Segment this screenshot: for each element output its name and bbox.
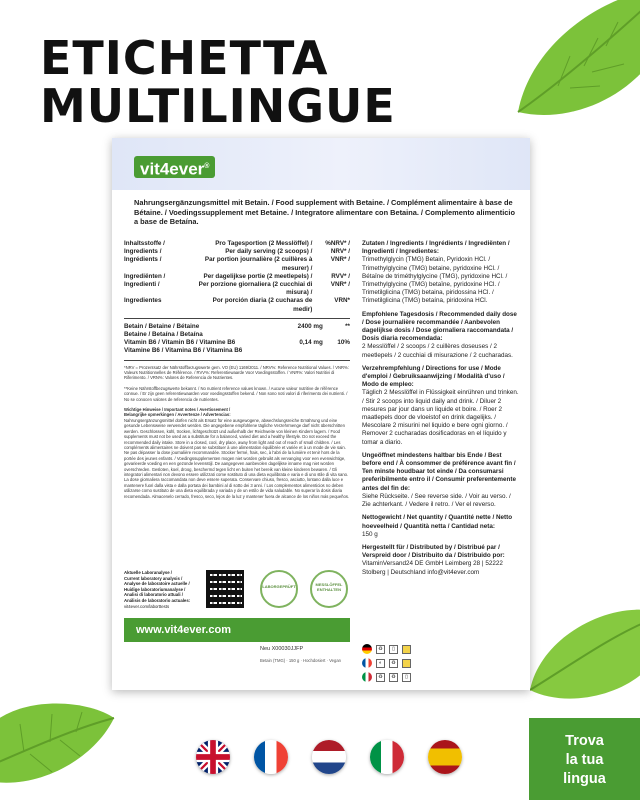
cta-line-2: la tua [565,752,604,768]
nutrition-value-cell: Betaine / Betaína / Betaína [124,331,203,339]
bin-icon: ▯ [389,645,398,654]
nutrition-header-cell: NRV* / [330,248,350,256]
cta-line-3: lingua [563,771,606,787]
lab-url: vit4ever.com/laborttests [124,603,170,609]
nutrition-header-row [124,273,350,281]
net-weight-title: Nettogewicht / Net quantity / Quantité nette / Netto hoeveelheid / Quantità netta / Cantidad neta: [362,514,513,530]
nutrition-value-row [124,323,350,331]
nutrition-header-row [124,240,350,248]
nutrition-header-cell: Per dagelijkse portie (2 meetlepels) / [203,272,313,280]
directions-title: Verzehrempfehlung / Directions for use / Mode d'emploi / Gebruiksaanwijzing / Modalità d'uso / Modo de empleo: [362,364,505,389]
nutrition-header-cell: Ingrediënten / [124,272,166,280]
find-your-language-cta [529,718,640,800]
warnings-title: Wichtige Hinweise / Important notes / Avertissement / [124,407,231,413]
warnings-text: Nahrungsergänzungsmittel dürfen nicht als Ersatz für eine ausgewogene, abwechslungsreiche Ernährung und eine gesunde Lebensweise verwendet werden. Die angegebene empfohlene tägliche Verzehrmenge darf nicht überschritten werden. Geschlossen, kühl, trocken, lichtgeschützt und außerhalb der Reichweite von kleinen Kindern lagern. / Food supplements must not be used as a substitute for a balanced, varied diet and a healthy lifestyle. Do not exceed the recommended daily intake. Store in a closed, cool, dry place, away from light and out of reach of small children. / Les compléments alimentaires ne doivent pas se substituer à une alimentation équilibrée et variée et à un mode de vie sain. Ne pas dépasser la dose journalière recommandée. Stocker fermé, frais, sec, à l'abri de la lumière et tenir hors de la portée des jeunes enfants. / Voedingssupplementen mogen niet worden gebruikt als vervanging voor een evenwichtige, gevarieerde voeding en een gezonde levensstijl. De aangegeven aanbevolen dagelijkse inname mag niet worden overschreden. Gesloten, koel, droog, beschermd tegen licht en buiten het bereik van kleine kinderen bewaren. / Gli integratori alimentari non devono essere utilizzati come sostituto di una dieta equilibrata e varia e di uno stile di vita sano. La dose giornaliera raccomandata non deve essere superata. Conservare chiuso, fresco, asciutto, lontano dalla luce e mantenere fuori dalla vista e dalla portata dei bambini al di sotto dei 3 anni. / Los complementos alimenticios no deben utilizarse como sustituto de una dieta equilibrada y variada y de un estilo de vida saludable. No superar la dosis diaria recomendada. Almacenelo cerrado, fresco, seco, lejos de la luz y mantener fuera de alcance de los niños más pequeños. [124,417,350,499]
nutrition-header-row [124,297,350,313]
website-banner [124,618,350,642]
uk-flag-icon[interactable] [196,740,230,774]
recycle-icon: ♻ [389,673,398,682]
nutrition-header-cell: Ingredientes [124,297,162,305]
nutrition-value-row [124,339,350,347]
recycling-row-de [362,644,432,654]
nutrition-header-cell: Per porzione giornaliera (2 cucchiai di misura) / [198,281,313,297]
nutrition-header-cell: VNR* / [330,256,350,264]
nutrition-header-row [124,281,350,297]
label-right-column [362,240,520,577]
lab-title-line: Aktuelle Laboranalyse / [124,570,173,575]
daily-dose-text: 2 Messlöffel / 2 scoops / 2 cuillères doseuses / 2 meetlepels / 2 cucchiai di misurazione / 2 cucharadas. [362,343,513,359]
warnings-title-2: Belangrijke opmerkingen / Avvertenze / Advertencias: [124,412,231,418]
recycle-icon: ♻ [376,645,385,654]
nutrition-header-cell: VNR* / [330,281,350,289]
nutrition-value-cell: Betain / Betaine / Bétaine [124,322,200,330]
best-before-text: Siehe Rückseite. / See reverse side. / Voir au verso. / Zie achterkant. / Vedere il retro. / Ver el reverso. [362,492,511,509]
brand-logo [134,156,215,178]
ingredients-text: Trimethylglycin (TMG) Betain, Pyridoxin HCl. / Trimethylglycine (TMG) betaine, pyridoxine HCl. / Bétaïne de triméthylglycine (TMG), pyridoxine HCl. / Trimethylglycine (TMG) betaïne, pyridoxine HCl. / Trimetilglicina (TMG) betaina, piridossina HCl. / Trimetilglicina (TMG) betaína, piridoxina HCl. [362,256,508,305]
website-text: www.vit4ever.com [136,624,231,636]
italy-flag-icon [362,672,372,682]
nutrition-header-table [124,240,350,314]
leaf-bottom-left-icon [0,690,120,800]
nutrition-value-cell [323,331,350,339]
distributor-text: VitaminVersand24 DE GmbH Leimberg 28 | 52222 Stolberg | Deutschland info@vit4ever.com [362,560,503,576]
nutrition-value-cell [323,347,350,355]
lab-title-line: Analyse de laboratoire actuelle / [124,581,190,587]
scoop-included-seal-icon [310,570,348,608]
product-label [112,138,530,690]
cta-line-1: Trova [565,733,604,749]
nutrition-value-cell [255,331,323,339]
headline [40,31,396,133]
brand-logo-mark: ® [204,163,210,170]
nutrition-value-cell: Vitamine B6 / Vitamina B6 / Vitamina B6 [124,347,243,355]
label-left-column [124,240,350,499]
recycling-icons [362,644,432,686]
nutrition-header-cell: Inhaltsstoffe / [124,240,165,247]
nutrition-value-cell: Vitamin B6 / Vitamin B6 / Vitamine B6 [124,339,236,347]
italy-flag-icon[interactable] [370,740,404,774]
nutrition-header-row [124,256,350,272]
ingredients-title: Zutaten / Ingredients / Ingrédients / Ingrediënten / Ingredienti / Ingredientes: [362,240,510,256]
qr-code-icon [206,570,244,608]
brand-logo-text: vit4ever [140,159,205,179]
bin-icon: ▯ [402,673,411,682]
language-flags [196,740,462,774]
directions-text: Täglich 2 Messlöffel in Flüssigkeit einrühren und trinken. / Stir 2 scoops into liquid daily and drink. / Diluer 2 mesures par jour dans un liquide et boire. / Roer 2 maatlepels door de vloeistof en drink dagelijks. / Mescolare 2 misurini nel liquido e bere ogni giorno. / Remover 2 cucharadas dosificadoras en el líquido y tomar a diario. [362,389,519,446]
yellow-bin-icon [402,645,411,654]
recycle-icon: ♻ [389,659,398,668]
nutrition-header-cell: VRN* [334,297,350,305]
headline-line-2: MULTILINGUE [40,79,396,133]
seal-2-text: MESSLÖFFEL ENTHALTEN [315,582,343,592]
lab-analysis-info [124,570,214,609]
nutrition-value-row [124,331,350,339]
nutrition-value-cell: ** [345,322,350,330]
ean-code: Neu X00030JJFP [260,646,304,652]
nutrition-header-cell: Par portion journalière (2 cuillères à mesurer) / [204,256,313,272]
divider [124,360,350,361]
lab-title-line: Huidige laboratoriumanalyse / [124,586,186,592]
divider [124,318,350,319]
recycling-row-fr [362,658,432,668]
product-description: Nahrungsergänzungsmittel mit Betain. / Food supplement with Betaine. / Complément alimentaire à base de Bétaine. / Voedingssupplement met Betaine. / Integratore alimentare con Betaina. / Complemento alimenticio a base de Betaína. [134,198,515,227]
nutrition-header-row [124,248,350,256]
nutrition-value-cell: 10% [337,339,350,347]
nutrition-header-cell: %NRV* / [325,240,350,247]
germany-flag-icon [362,644,372,654]
nrv-footnote: *NRV = Prozentsatz der Nährstoffbezugswerte gem. VO (EU) 1169/2011. / NRV%: Reference Nutritional Values. / VNR%: Valeurs Nutritionnelles de Référence. / RVV%: Referentiewaarde Voor Voedingsstoffen. / VNR%: Valori Nutritivi di Riferimento. / VRN%: Valores de Referencia de Nutrientes. [124,364,349,381]
nutrition-header-cell: Pro Tagesportion (2 Messlöffel) / [215,240,313,247]
nutrition-header-cell: Ingrédients / [124,256,162,264]
nutrition-value-cell [255,347,323,355]
lab-title-line: Current laboratory analysis / [124,575,183,581]
triman-icon: ◐ [376,659,385,668]
nutrition-header-cell: Per daily serving (2 scoops) / [225,248,313,256]
nutrition-values-table [124,323,350,356]
netherlands-flag-icon[interactable] [312,740,346,774]
nutrition-header-cell: Ingredients / [124,248,162,256]
lab-tested-seal-icon [260,570,298,608]
recycling-row-it [362,672,432,682]
net-weight-text: 150 g [362,530,378,538]
best-before-title: Ungeöffnet mindestens haltbar bis Ende / Best before end / À consommer de préférence avant fin / Ten minste houdbaar tot einde / Da consumarsi preferibilmente entro il / Consumir preferentemente antes del fin de: [362,451,516,492]
france-flag-icon [362,658,372,668]
no-reference-footnote: **Keine Nährstoffbezugswerte bekannt. / No nutrient reference values known. / Aucune valeur nutritive de référence connue. / Er zijn geen referentiewaarden voor voedingsstoffen bekend. / Non sono noti valori di riferimento dei nutrienti. / No se conocen valores de referencia de nutrientes. [124,385,348,402]
leaf-top-right-icon [500,0,640,125]
nutrition-header-cell: Ingredienti / [124,281,160,289]
label-footer-text: Betain (TMG) · 150 g · Hochdosiert · Vegan [260,658,341,663]
nutrition-header-cell: Por porción diaria (2 cucharas de medir) [212,297,313,313]
nutrition-header-cell: RVV* / [331,272,350,280]
leaf-mid-right-icon [520,600,640,710]
headline-line-1: ETICHETTA [40,31,329,85]
spain-flag-icon[interactable] [428,740,462,774]
nutrition-value-row [124,347,350,355]
france-flag-icon[interactable] [254,740,288,774]
daily-dose-title: Empfohlene Tagesdosis / Recommended daily dose / Dose journalière recommandée / Aanbevolen dagelijkse dosis / Dose giornaliera raccomandata / Dosis diaria recomendada: [362,310,517,343]
nutrition-value-cell: 0,14 mg [299,339,323,347]
lab-title-line: Analisi di laboratorio attuali / [124,592,183,598]
yellow-bin-icon [402,659,411,668]
seal-1-text: LABORGEPRÜFT [262,584,296,589]
lab-title-line: Análisis de laboratorio actuales: [124,597,191,603]
recycle-icon: ♻ [376,673,385,682]
distributor-title: Hergestellt für / Distributed by / Distribué par / Verspreid door / Distribuito da / Distribuido por: [362,543,505,560]
nutrition-value-cell: 2400 mg [297,322,323,330]
